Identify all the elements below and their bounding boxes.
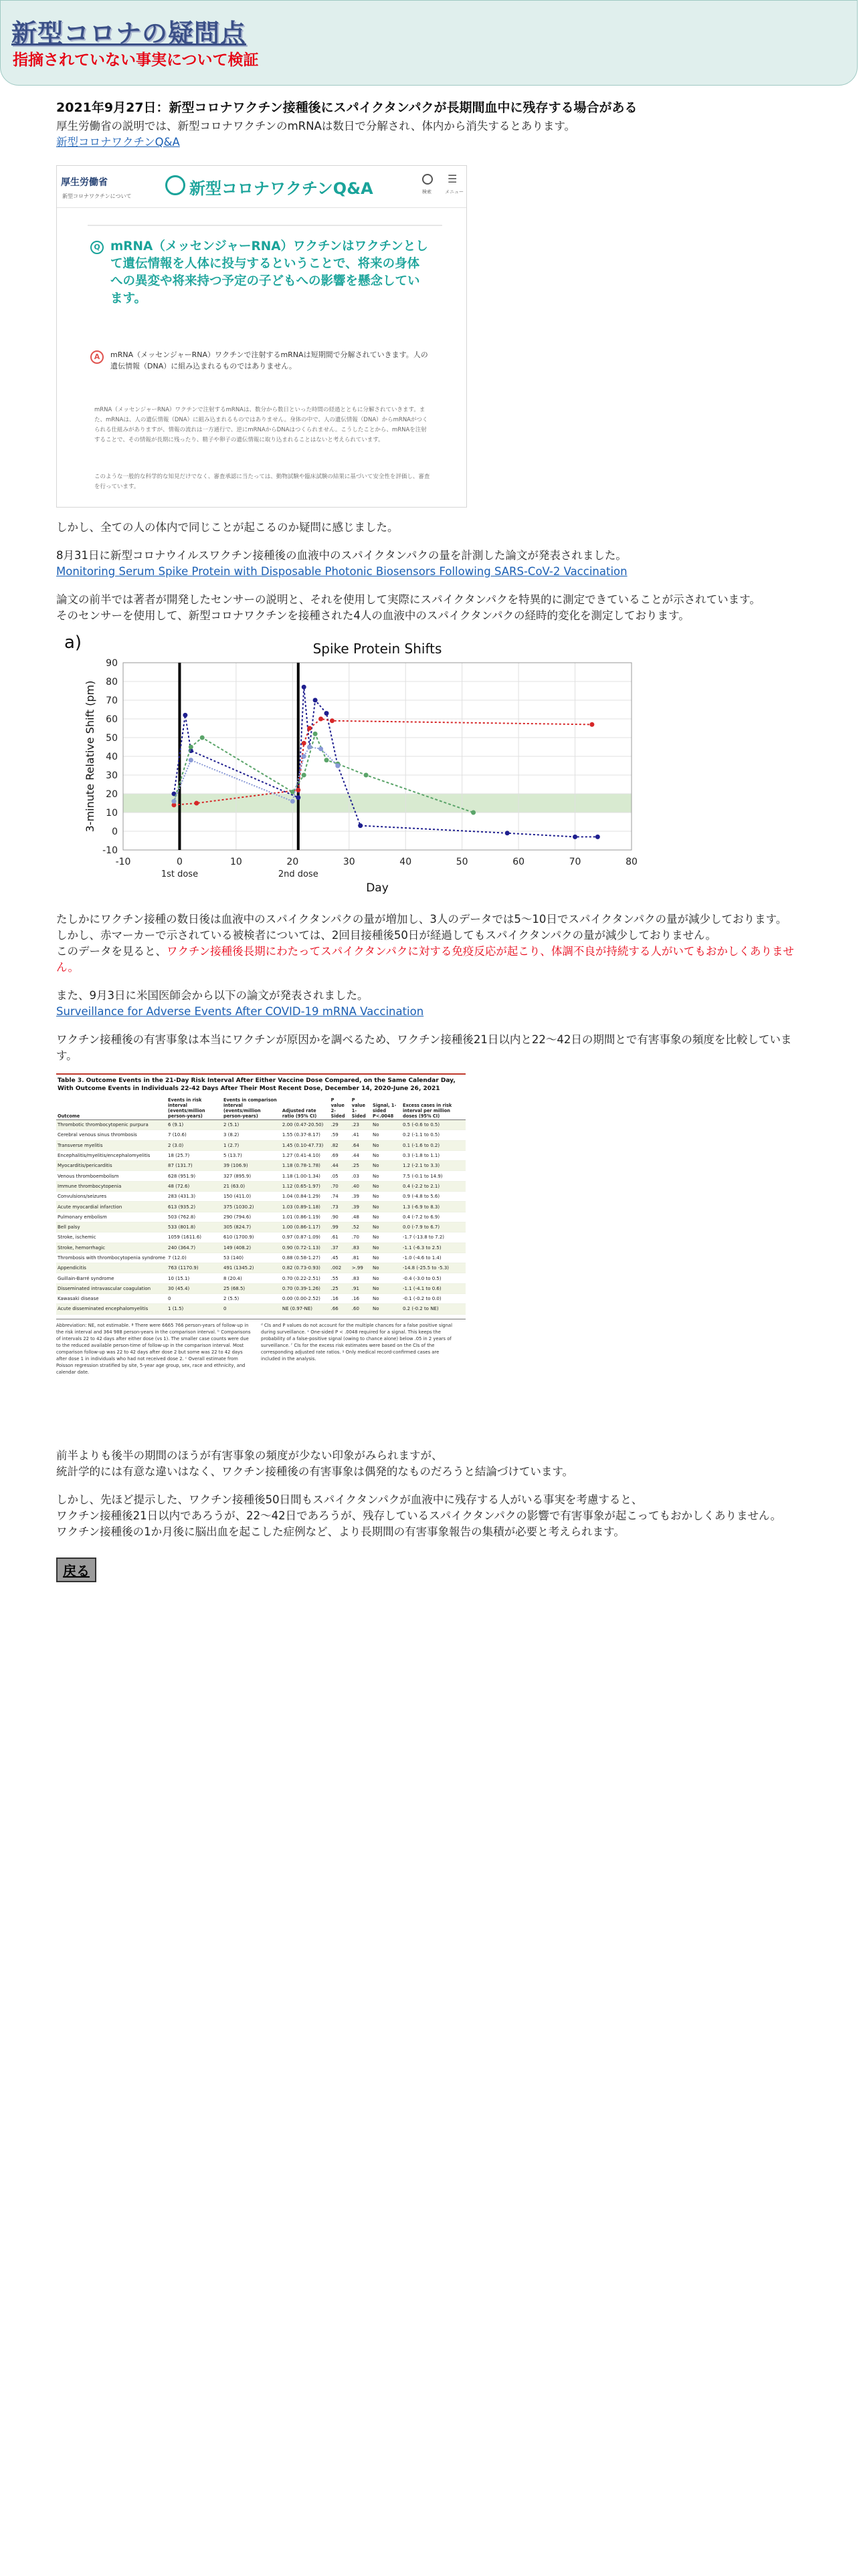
table-row: [56, 1243, 466, 1253]
table-cell: .52: [351, 1222, 371, 1232]
data-point: [189, 758, 193, 762]
data-point: [200, 736, 205, 740]
table-cell: 305 (824.7): [222, 1222, 281, 1232]
qa-answer-body: mRNA（メッセンジャーRNA）ワクチンで注射するmRNAは、数分から数日といった時間の経過とともに分解されていきます。また、mRNAは、人の遺伝情報（DNA）に組み込まれるものではありません。身体の中で、人の遺伝情報（DNA）からmRNAがつくられる仕組みがありますが、情報の流れは一方通行で、逆にmRNAからDNAはつくられません。こうしたことから、mRNAを注射することで、その情報が長期に残ったり、精子や卵子の遺伝情報に取り込まれることはないと考えられています。: [94, 407, 428, 443]
table-cell: 1.2 (-2.1 to 3.3): [401, 1161, 466, 1171]
x-tick-label: 0: [176, 857, 183, 867]
table-cell: Acute myocardial infarction: [56, 1202, 167, 1212]
table-cell: 0.70 (0.39-1.26): [281, 1283, 330, 1293]
table-cell: -0.1 (-0.2 to 0.0): [401, 1294, 466, 1304]
table-cell: Stroke, ischemic: [56, 1232, 167, 1243]
table-cell: 0.2 (-0.2 to NE): [401, 1304, 466, 1314]
x-tick-label: 20: [286, 857, 299, 867]
data-point: [471, 811, 476, 815]
table-cell: No: [371, 1283, 401, 1293]
table-row: [56, 1212, 466, 1222]
table-row: [56, 1120, 466, 1130]
table-cell: .44: [330, 1161, 351, 1171]
spike-protein-chart: [56, 629, 645, 897]
mhlw-screenshot: [56, 165, 467, 508]
search-label: 検索: [422, 189, 432, 195]
data-point: [302, 741, 306, 746]
table-cell: -0.4 (-3.0 to 0.5): [401, 1273, 466, 1283]
stat-text-1: 前半よりも後半の期間のほうが有害事象の頻度が少ない印象がみられますが、: [56, 1449, 443, 1462]
table-cell: .25: [330, 1283, 351, 1293]
table-cell: Cerebral venous sinus thrombosis: [56, 1130, 167, 1140]
table-cell: 87 (131.7): [167, 1161, 222, 1171]
table-cell: No: [371, 1202, 401, 1212]
result-text-1: たしかにワクチン接種の数日後は血液中のスパイクタンパクの量が増加し、3人のデータでは5〜10日でスパイクタンパクの量が減少しております。: [56, 913, 787, 926]
table-cell: 7 (12.0): [167, 1253, 222, 1263]
search-icon: [422, 174, 433, 185]
suspicion-text: しかし、全ての人の体内で同じことが起こるのか疑問に感じました。: [56, 521, 399, 534]
table-cell: .44: [351, 1150, 371, 1160]
table-cell: 1059 (1611.6): [167, 1232, 222, 1243]
table-cell: 1.03 (0.89-1.18): [281, 1202, 330, 1212]
table-cell: .82: [330, 1140, 351, 1150]
table-cell: .55: [330, 1273, 351, 1283]
table-row: [56, 1283, 466, 1293]
table-cell: .91: [351, 1283, 371, 1293]
table-cell: .16: [351, 1294, 371, 1304]
table-cell: 0.00 (0.00-2.52): [281, 1294, 330, 1304]
table-cell: 1.12 (0.65-1.97): [281, 1181, 330, 1191]
table-cell: 5 (13.7): [222, 1150, 281, 1160]
table-cell: -1.1 (-6.3 to 2.5): [401, 1243, 466, 1253]
table-cell: Kawasaki disease: [56, 1294, 167, 1304]
qa-answer: mRNA（メッセンジャーRNA）ワクチンで注射するmRNAは短期間で分解されていきます。人の遺伝情報（DNA）に組み込まれるものではありません。: [110, 350, 428, 370]
data-point: [290, 790, 295, 794]
data-point: [307, 726, 312, 731]
x-tick-label: 50: [456, 857, 468, 867]
table-cell: Pulmonary embolism: [56, 1212, 167, 1222]
table-cell: .66: [330, 1304, 351, 1314]
table-row: [56, 1150, 466, 1160]
table-cell: 150 (411.0): [222, 1192, 281, 1202]
table-cell: 290 (794.6): [222, 1212, 281, 1222]
data-point: [573, 835, 577, 839]
table-cell: 30 (45.4): [167, 1283, 222, 1293]
table-row: [56, 1140, 466, 1150]
table-cell: .002: [330, 1263, 351, 1273]
table-header-cell: Signal, 1-sided P<.0048: [371, 1097, 401, 1120]
table-cell: No: [371, 1212, 401, 1222]
table-cell: .48: [351, 1212, 371, 1222]
table-row: [56, 1273, 466, 1283]
data-point: [313, 698, 318, 703]
table-cell: 1.45 (0.10-47.73): [281, 1140, 330, 1150]
table-cell: 0.4 (-2.2 to 2.1): [401, 1181, 466, 1191]
table-cell: .74: [330, 1192, 351, 1202]
y-tick-label: -10: [102, 845, 118, 856]
table-cell: 0.0 (-7.9 to 6.7): [401, 1222, 466, 1232]
table-cell: 610 (1700.9): [222, 1232, 281, 1243]
table-cell: No: [371, 1161, 401, 1171]
table-cell: No: [371, 1150, 401, 1160]
table-cell: 18 (25.7): [167, 1150, 222, 1160]
question-mark-icon: Q: [90, 241, 104, 254]
table-cell: 2 (3.0): [167, 1140, 222, 1150]
table-cell: .81: [351, 1253, 371, 1263]
table-cell: No: [371, 1120, 401, 1130]
table-cell: No: [371, 1263, 401, 1273]
table-cell: Thrombosis with thrombocytopenia syndrome: [56, 1253, 167, 1263]
series-line: [174, 719, 592, 805]
table-cell: 503 (762.8): [167, 1212, 222, 1222]
table-cell: 1 (2.7): [222, 1140, 281, 1150]
y-tick-label: 60: [106, 714, 118, 725]
table-cell: Bell palsy: [56, 1222, 167, 1232]
article-title: 2021年9月27日：新型コロナワクチン接種後にスパイクタンパクが長期間血中に残存する場合がある: [56, 100, 638, 115]
table-cell: No: [371, 1243, 401, 1253]
table-cell: No: [371, 1171, 401, 1181]
y-axis-label: 3-minute Relative Shift (pm): [84, 680, 96, 833]
table-row: [56, 1171, 466, 1181]
adverse-events-table-image: [56, 1073, 466, 1436]
table-cell: Transverse myelitis: [56, 1140, 167, 1150]
table-cell: Disseminated intravascular coagulation: [56, 1283, 167, 1293]
table-cell: 0: [167, 1294, 222, 1304]
table-cell: No: [371, 1181, 401, 1191]
table-cell: -1.1 (-4.1 to 0.6): [401, 1283, 466, 1293]
table-header-cell: Adjusted rate ratio (95% CI): [281, 1097, 330, 1120]
table-cell: 6 (9.1): [167, 1120, 222, 1130]
table-cell: .40: [351, 1181, 371, 1191]
table-header-cell: Events in comparison interval (events/million person-years): [222, 1097, 281, 1120]
table-row: [56, 1130, 466, 1140]
compare-text: ワクチン接種後の有害事象は本当にワクチンが原因かを調べるため、ワクチン接種後21日以内と22〜42日の期間とで有害事象の頻度を比較しています。: [56, 1033, 792, 1062]
table-cell: Appendicitis: [56, 1263, 167, 1273]
table-cell: 613 (935.2): [167, 1202, 222, 1212]
answer-mark-icon: A: [90, 350, 104, 364]
x-tick-label: 30: [343, 857, 355, 867]
table-cell: 0.70 (0.22-2.51): [281, 1273, 330, 1283]
y-tick-label: 50: [106, 733, 118, 744]
table-cell: 1.18 (1.00-1.34): [281, 1171, 330, 1181]
table-cell: >.99: [351, 1263, 371, 1273]
x-tick-label: 60: [512, 857, 525, 867]
table-cell: Convulsions/seizures: [56, 1192, 167, 1202]
table-cell: .03: [351, 1171, 371, 1181]
table-cell: 21 (63.0): [222, 1181, 281, 1191]
table-title: Table 3. Outcome Events in the 21-Day Risk Interval After Either Vaccine Dose Compared, on the Same Calendar Day, With Outcome Events in Individuals 22-42 Days After Their Most Recent Dose, December 14, 2020-June 26, 2021: [58, 1077, 456, 1092]
table-cell: No: [371, 1222, 401, 1232]
table-header-cell: Events in risk interval (events/million person-years): [167, 1097, 222, 1120]
table-cell: .61: [330, 1232, 351, 1243]
data-point: [364, 773, 369, 778]
x-tick-label: -10: [115, 857, 131, 867]
data-point: [296, 788, 300, 792]
y-tick-label: 70: [106, 695, 118, 706]
site-header: [0, 0, 858, 86]
qa-badge-icon: [165, 175, 185, 195]
sensor-text-2: そのセンサーを使用して、新型コロナワクチンを接種された4人の血液中のスパイクタンパクの経時的変化を測定しております。: [56, 609, 690, 622]
table-row: [56, 1161, 466, 1171]
table-cell: .90: [330, 1212, 351, 1222]
chart-title: Spike Protein Shifts: [312, 641, 442, 657]
y-tick-label: 0: [112, 827, 118, 837]
table-cell: 0.88 (0.58-1.27): [281, 1253, 330, 1263]
table-cell: .83: [351, 1243, 371, 1253]
result-text-3a: このデータを見ると、: [56, 945, 167, 958]
data-point: [183, 713, 187, 718]
mhlw-topbar: [57, 166, 466, 208]
table-cell: 0.1 (-1.6 to 0.2): [401, 1140, 466, 1150]
y-tick-label: 30: [106, 770, 118, 781]
data-point: [172, 799, 177, 804]
table-cell: 1.55 (0.37-8.17): [281, 1130, 330, 1140]
table-cell: -1.7 (-13.8 to 7.2): [401, 1232, 466, 1243]
site-subtitle: 指摘されていない事実について検証: [13, 51, 259, 69]
table-cell: 149 (408.2): [222, 1243, 281, 1253]
table-row: [56, 1263, 466, 1273]
table-cell: 53 (140): [222, 1253, 281, 1263]
site-title[interactable]: 新型コロナの疑問点: [11, 19, 247, 48]
table-cell: 2 (5.1): [222, 1120, 281, 1130]
table-row: [56, 1181, 466, 1191]
table-cell: NE (0.97-NE): [281, 1304, 330, 1314]
y-tick-label: 40: [106, 752, 118, 762]
y-tick-label: 20: [106, 789, 118, 800]
table-cell: 1.3 (-6.9 to 8.3): [401, 1202, 466, 1212]
data-point: [330, 718, 335, 723]
data-point: [358, 823, 363, 828]
mhlw-qa-title: 新型コロナワクチンQ&A: [189, 179, 373, 198]
table-cell: 25 (68.5): [222, 1283, 281, 1293]
table-cell: .05: [330, 1171, 351, 1181]
table-row: [56, 1253, 466, 1263]
table-cell: 1 (1.5): [167, 1304, 222, 1314]
table-notes-left: Abbreviation: NE, not estimable. ª There were 6665 766 person-years of follow-up in the risk interval and 364 988 person-years in the comparison interval. ᵇ Comparisons of intervals 22 to 42 days after either dose (vs 1). The smaller case counts were due to the reduced available person-time of follow-up in the comparison interval. Most comparison follow-up was 22 to 42 days after dose 2 but some was 22 to 42 days after dose 1 in individuals who had not received dose 2. ᶜ Overall estimate from Poisson regression stratified by site, 5-year age group, sex, race and ethnicity, and calendar date.: [56, 1322, 251, 1375]
data-point: [302, 773, 306, 778]
data-point: [194, 801, 199, 806]
paper2-intro: また、9月3日に米国医師会から以下の論文が発表されました。: [56, 989, 369, 1002]
table-cell: 10 (15.1): [167, 1273, 222, 1283]
table-cell: .29: [330, 1120, 351, 1130]
table-cell: 0.5 (-0.6 to 0.5): [401, 1120, 466, 1130]
table-cell: .64: [351, 1140, 371, 1150]
adverse-events-table: [56, 1097, 466, 1315]
table-cell: .83: [351, 1273, 371, 1283]
qa-question: mRNA（メッセンジャーRNA）ワクチンはワクチンとして遺伝情報を人体に投与するということで、将来の身体への異変や将来持つ予定の子どもへの影響を懸念しています。: [110, 239, 428, 306]
table-cell: Acute disseminated encephalomyelitis: [56, 1304, 167, 1314]
table-cell: No: [371, 1192, 401, 1202]
table-cell: .37: [330, 1243, 351, 1253]
intro-text: 厚生労働省の説明では、新型コロナワクチンのmRNAは数日で分解され、体内から消失するとあります。: [56, 120, 576, 132]
table-cell: 8 (20.4): [222, 1273, 281, 1283]
data-point: [189, 745, 193, 750]
result-text-3: [56, 944, 812, 976]
table-cell: .70: [330, 1181, 351, 1191]
paper2-link[interactable]: Surveillance for Adverse Events After COVID-19 mRNA Vaccination: [56, 1005, 424, 1018]
table-cell: .39: [351, 1202, 371, 1212]
data-point: [302, 685, 306, 689]
table-cell: No: [371, 1253, 401, 1263]
table-cell: 1.01 (0.86-1.19): [281, 1212, 330, 1222]
data-point: [589, 722, 594, 727]
table-cell: 7 (10.6): [167, 1130, 222, 1140]
table-cell: .70: [351, 1232, 371, 1243]
table-cell: No: [371, 1304, 401, 1314]
table-cell: 240 (364.7): [167, 1243, 222, 1253]
table-cell: 327 (895.9): [222, 1171, 281, 1181]
table-cell: 375 (1030.2): [222, 1202, 281, 1212]
table-cell: .45: [330, 1253, 351, 1263]
table-cell: 1.27 (0.41-4.10): [281, 1150, 330, 1160]
table-cell: .23: [351, 1120, 371, 1130]
table-cell: Encephalitis/myelitis/encephalomyelitis: [56, 1150, 167, 1160]
table-cell: .25: [351, 1161, 371, 1171]
menu-label: メニュー: [445, 189, 464, 195]
table-header-cell: Outcome: [56, 1097, 167, 1120]
x-axis-label: Day: [366, 881, 389, 895]
table-cell: 0: [222, 1304, 281, 1314]
table-cell: 0.3 (-1.8 to 1.1): [401, 1150, 466, 1160]
table-cell: 1.04 (0.84-1.29): [281, 1192, 330, 1202]
qa-answer-body-2: このような一般的な科学的な知見だけでなく、審査承認に当たっては、動物試験や臨床試験の結果に基づいて安全性を評価し、審査を行っています。: [94, 473, 430, 490]
table-cell: 48 (72.6): [167, 1181, 222, 1191]
table-header-cell: P value 2-Sided: [330, 1097, 351, 1120]
series-line: [174, 747, 338, 801]
table-cell: 2.00 (0.47-20.50): [281, 1120, 330, 1130]
table-row: [56, 1304, 466, 1314]
table-header-cell: Excess cases in risk interval per million doses (95% CI): [401, 1097, 466, 1120]
data-point: [318, 717, 323, 722]
y-tick-label: 80: [106, 677, 118, 687]
panel-label: a): [64, 633, 82, 653]
mhlw-qa-link[interactable]: 新型コロナワクチンQ&A: [56, 136, 180, 148]
menu-icon: ☰: [448, 173, 458, 185]
data-point: [595, 835, 600, 839]
table-cell: Myocarditis/pericarditis: [56, 1161, 167, 1171]
qa-card: [88, 225, 442, 508]
table-cell: 1.00 (0.86-1.17): [281, 1222, 330, 1232]
x-tick-label: 40: [399, 857, 412, 867]
table-cell: .60: [351, 1304, 371, 1314]
data-point: [307, 745, 312, 750]
x-tick-label: 80: [626, 857, 638, 867]
table-cell: .41: [351, 1130, 371, 1140]
table-cell: .99: [330, 1222, 351, 1232]
series-line: [174, 687, 597, 837]
dose-label: 2nd dose: [278, 869, 318, 879]
conclusion-text-1: しかし、先ほど提示した、ワクチン接種後50日間もスパイクタンパクが血液中に残存する人がいる事実を考慮すると、: [56, 1493, 643, 1506]
table-cell: 0.9 (-4.8 to 5.6): [401, 1192, 466, 1202]
conclusion-text-2: ワクチン接種後21日以内であろうが、22〜42日であろうが、残存しているスパイクタンパクの影響で有害事象が起こってもおかしくありません。: [56, 1509, 782, 1522]
article: [56, 94, 812, 1582]
table-cell: -14.8 (-25.5 to -5.3): [401, 1263, 466, 1273]
table-row: [56, 1294, 466, 1304]
table-cell: No: [371, 1140, 401, 1150]
paper1-intro: 8月31日に新型コロナウイルスワクチン接種後の血液中のスパイクタンパクの量を計測した論文が発表されました。: [56, 549, 627, 562]
table-row: [56, 1222, 466, 1232]
data-point: [296, 795, 300, 800]
table-cell: 283 (431.3): [167, 1192, 222, 1202]
table-cell: 2 (5.5): [222, 1294, 281, 1304]
table-row: [56, 1192, 466, 1202]
table-cell: 0.4 (-7.2 to 6.9): [401, 1212, 466, 1222]
table-cell: No: [371, 1232, 401, 1243]
data-point: [313, 732, 318, 736]
table-cell: 39 (106.9): [222, 1161, 281, 1171]
table-cell: .39: [351, 1192, 371, 1202]
back-button[interactable]: 戻る: [56, 1558, 96, 1582]
mhlw-logo-sub: 新型コロナワクチンについて: [62, 193, 132, 199]
table-cell: 0.82 (0.73-0.93): [281, 1263, 330, 1273]
table-cell: 628 (951.9): [167, 1171, 222, 1181]
data-point: [324, 711, 329, 716]
table-cell: .69: [330, 1150, 351, 1160]
table-cell: Venous thromboembolism: [56, 1171, 167, 1181]
result-text-highlight: ワクチン接種後長期にわたってスパイクタンパクに対する免疫反応が起こり、体調不良が持続する人がいてもおかしくありません。: [56, 945, 794, 974]
data-point: [318, 746, 323, 751]
conclusion-text-3: ワクチン接種後の1か月後に脳出血を起こした症例など、より長期間の有害事象報告の集積が必要と考えられます。: [56, 1525, 625, 1538]
table-row: [56, 1202, 466, 1212]
table-cell: 0.90 (0.72-1.13): [281, 1243, 330, 1253]
table-cell: 0.2 (-1.1 to 0.5): [401, 1130, 466, 1140]
table-notes: [56, 1319, 466, 1376]
table-cell: Stroke, hemorrhagic: [56, 1243, 167, 1253]
table-cell: No: [371, 1294, 401, 1304]
table-cell: Thrombotic thrombocytopenic purpura: [56, 1120, 167, 1130]
table-cell: Immune thrombocytopenia: [56, 1181, 167, 1191]
result-text-2: しかし、赤マーカーで示されている被検者については、2回目接種後50日が経過してもスパイクタンパクの量が減少しておりません。: [56, 929, 717, 942]
stat-text-2: 統計学的には有意な違いはなく、ワクチン接種後の有害事象は偶発的なものだろうと結論づけています。: [56, 1465, 574, 1478]
table-cell: 491 (1345.2): [222, 1263, 281, 1273]
table-cell: -1.0 (-4.6 to 1.4): [401, 1253, 466, 1263]
table-cell: 1.18 (0.78-1.78): [281, 1161, 330, 1171]
table-cell: No: [371, 1130, 401, 1140]
paper1-link[interactable]: Monitoring Serum Spike Protein with Disposable Photonic Biosensors Following SARS-CoV-2 Vaccination: [56, 565, 628, 578]
y-tick-label: 90: [106, 658, 118, 669]
table-cell: 763 (1170.9): [167, 1263, 222, 1273]
mhlw-logo: 厚生労働省: [61, 177, 108, 188]
table-header-cell: P value 1-Sided: [351, 1097, 371, 1120]
x-tick-label: 10: [229, 857, 242, 867]
y-tick-label: 10: [106, 808, 118, 819]
data-point: [324, 758, 329, 762]
table-cell: .59: [330, 1130, 351, 1140]
sensor-text-1: 論文の前半では著者が開発したセンサーの説明と、それを使用して実際にスパイクタンパクを特異的に測定できていることが示されています。: [56, 593, 761, 606]
dose-label: 1st dose: [161, 869, 199, 879]
table-cell: .73: [330, 1202, 351, 1212]
table-cell: 533 (801.8): [167, 1222, 222, 1232]
x-tick-label: 70: [569, 857, 581, 867]
table-cell: 0.97 (0.87-1.09): [281, 1232, 330, 1243]
table-cell: 3 (8.2): [222, 1130, 281, 1140]
data-point: [290, 799, 295, 804]
data-point: [302, 754, 306, 759]
table-cell: .16: [330, 1294, 351, 1304]
table-row: [56, 1232, 466, 1243]
table-cell: 7.5 (-0.1 to 14.9): [401, 1171, 466, 1181]
table-cell: No: [371, 1273, 401, 1283]
table-notes-right: ᵈ CIs and P values do not account for the multiple chances for a false positive signal during surveillance. ᵉ One-sided P < .0048 required for a signal. This keeps the probability of a false-positive signal (owing to chance alone) below .05 in 2 years of surveillance. ᶠ CIs for the excess risk estimates were based on the CIs of the corresponding adjusted rate ratios. ᵍ Only medical record-confirmed cases are included in the analysis.: [261, 1322, 452, 1362]
data-point: [335, 764, 340, 768]
data-point: [505, 831, 510, 835]
table-cell: Guillain-Barré syndrome: [56, 1273, 167, 1283]
